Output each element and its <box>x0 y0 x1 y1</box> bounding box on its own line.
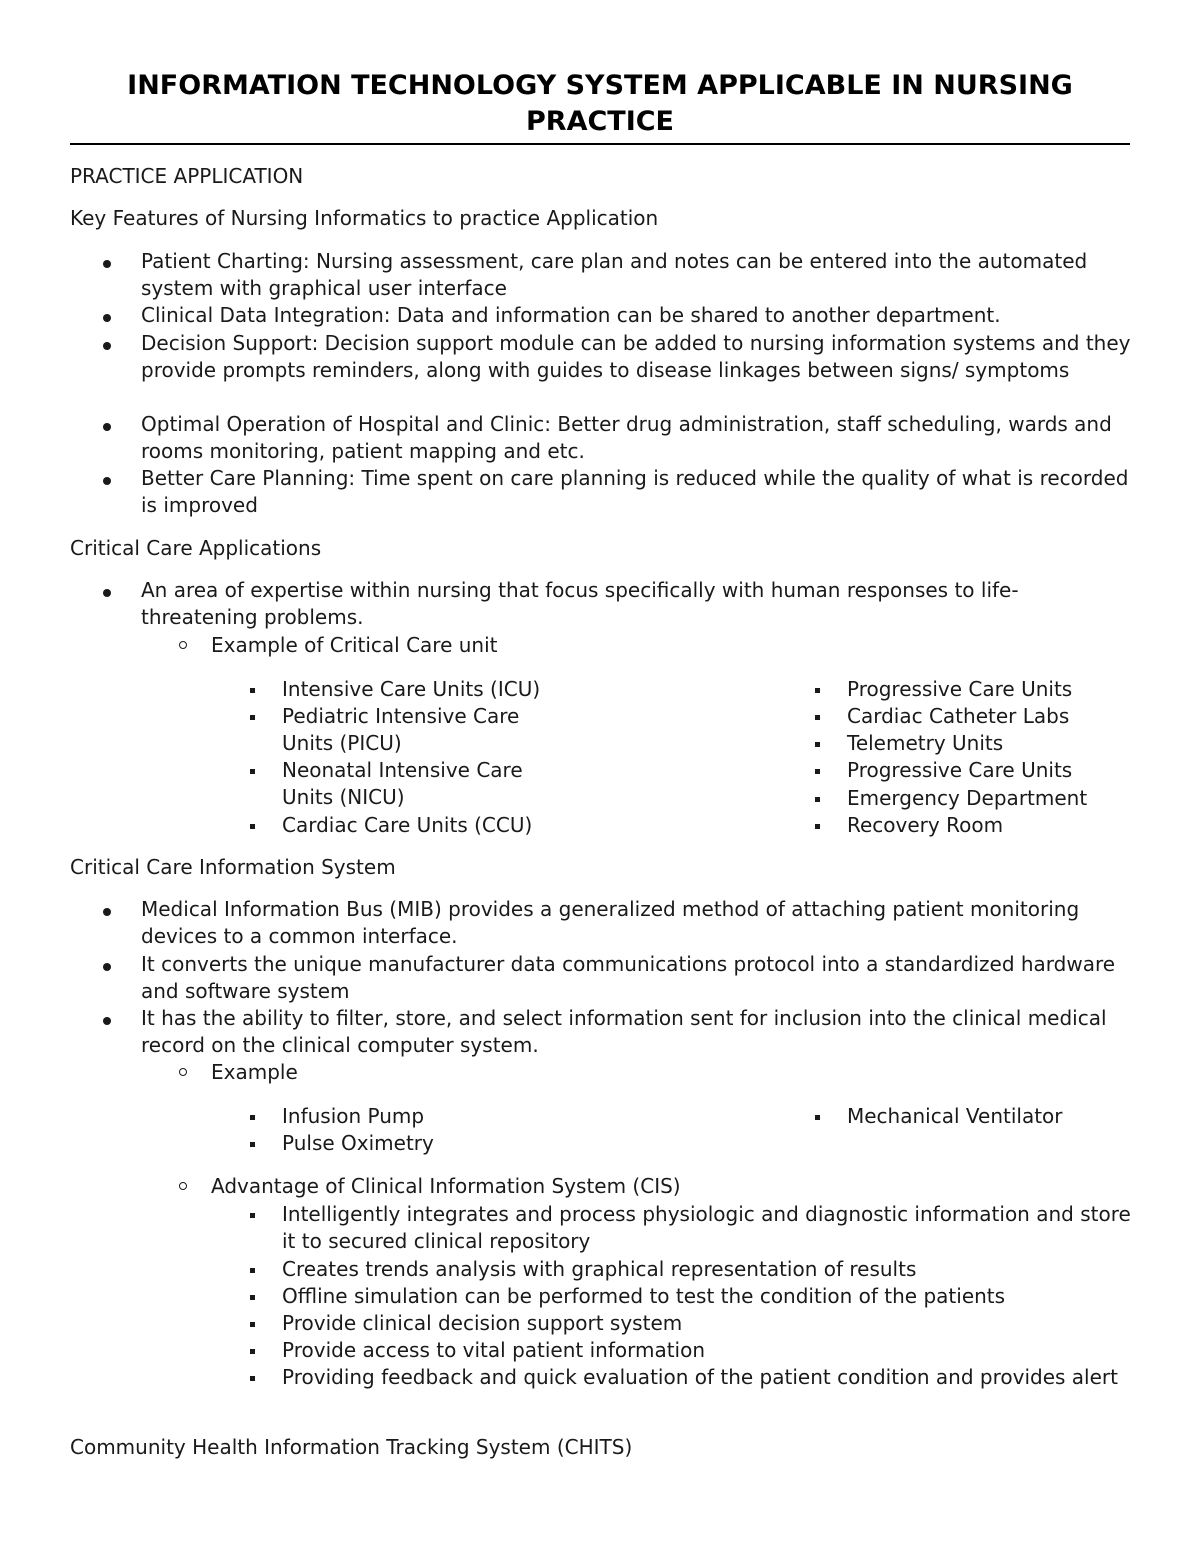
square-bullet-icon <box>250 1310 255 1337</box>
square-bullet-icon <box>250 703 255 730</box>
circle-bullet-icon <box>179 1059 187 1086</box>
square-bullet-icon <box>250 1201 255 1228</box>
list-item-key-feature: Decision Support: Decision support module can be added to nursing information systems and they provide prompts reminders, along with guides to disease linkages between signs/ symptoms <box>141 331 1131 382</box>
list-item-key-feature: Better Care Planning: Time spent on care planning is reduced while the quality of what is recorded is improved <box>141 466 1129 517</box>
bullet-icon <box>103 896 111 923</box>
ccis-example-label: Example <box>211 1060 298 1084</box>
key-features-heading: Key Features of Nursing Informatics to practice Application <box>70 206 659 230</box>
square-bullet-icon <box>250 1256 255 1283</box>
circle-bullet-icon <box>179 1173 187 1200</box>
bullet-icon <box>103 465 111 492</box>
list-item-key-feature: Patient Charting: Nursing assessment, care plan and notes can be entered into the automated system with graphical user interface <box>141 249 1088 300</box>
title-rule <box>70 143 1130 145</box>
list-item-key-feature: Clinical Data Integration: Data and information can be shared to another department. <box>141 303 1001 327</box>
list-item-cis-advantage: Provide clinical decision support system <box>282 1311 683 1335</box>
list-item-device: Pulse Oximetry <box>282 1131 434 1155</box>
square-bullet-icon <box>250 812 255 839</box>
square-bullet-icon <box>815 812 820 839</box>
list-item-care-unit: Progressive Care Units <box>847 677 1073 701</box>
list-item-device: Infusion Pump <box>282 1104 425 1128</box>
square-bullet-icon <box>250 1130 255 1157</box>
ccis-heading: Critical Care Information System <box>70 855 396 879</box>
square-bullet-icon <box>250 1103 255 1130</box>
square-bullet-icon <box>250 676 255 703</box>
list-item-cis-advantage: Provide access to vital patient information <box>282 1338 706 1362</box>
list-item-care-unit: Recovery Room <box>847 813 1004 837</box>
list-item-care-unit: Telemetry Units <box>847 731 1004 755</box>
square-bullet-icon <box>815 757 820 784</box>
bullet-icon <box>103 577 111 604</box>
list-item-cis-advantage: Providing feedback and quick evaluation of the patient condition and provides alert <box>282 1365 1118 1389</box>
list-item-care-unit: Pediatric Intensive Care Units (PICU) <box>282 704 520 755</box>
list-item-ccis: Medical Information Bus (MIB) provides a generalized method of attaching patient monitoring devices to a common interface. <box>141 897 1080 948</box>
square-bullet-icon <box>250 1283 255 1310</box>
section-heading-practice-application: PRACTICE APPLICATION <box>70 164 304 188</box>
square-bullet-icon <box>815 676 820 703</box>
square-bullet-icon <box>815 703 820 730</box>
chits-heading: Community Health Information Tracking System (CHITS) <box>70 1435 633 1459</box>
bullet-icon <box>103 1005 111 1032</box>
square-bullet-icon <box>815 1103 820 1130</box>
cis-advantage-label: Advantage of Clinical Information System (CIS) <box>211 1174 681 1198</box>
bullet-icon <box>103 411 111 438</box>
list-item-care-unit: Cardiac Care Units (CCU) <box>282 813 533 837</box>
list-item-ccis: It has the ability to filter, store, and select information sent for inclusion into the clinical medical record on the clinical computer system. <box>141 1006 1107 1057</box>
bullet-icon <box>103 302 111 329</box>
critical-care-example-label: Example of Critical Care unit <box>211 633 498 657</box>
list-item-cis-advantage: Intelligently integrates and process physiologic and diagnostic information and store it to secured clinical repository <box>282 1202 1131 1253</box>
list-item-device: Mechanical Ventilator <box>847 1104 1063 1128</box>
bullet-icon <box>103 330 111 357</box>
bullet-icon <box>103 248 111 275</box>
list-item-cis-advantage: Creates trends analysis with graphical representation of results <box>282 1257 917 1281</box>
square-bullet-icon <box>250 757 255 784</box>
square-bullet-icon <box>815 785 820 812</box>
critical-care-heading: Critical Care Applications <box>70 536 322 560</box>
list-item-cis-advantage: Offline simulation can be performed to test the condition of the patients <box>282 1284 1006 1308</box>
list-item-care-unit: Cardiac Catheter Labs <box>847 704 1070 728</box>
square-bullet-icon <box>815 730 820 757</box>
list-item-care-unit: Emergency Department <box>847 786 1088 810</box>
list-item-critical-care: An area of expertise within nursing that focus specifically with human responses to life-threatening problems. <box>141 578 1019 629</box>
bullet-icon <box>103 951 111 978</box>
list-item-care-unit: Intensive Care Units (ICU) <box>282 677 541 701</box>
list-item-ccis: It converts the unique manufacturer data communications protocol into a standardized hardware and software system <box>141 952 1116 1003</box>
square-bullet-icon <box>250 1337 255 1364</box>
list-item-key-feature: Optimal Operation of Hospital and Clinic: Better drug administration, staff scheduling, wards and rooms monitoring, patient mapping and etc. <box>141 412 1112 463</box>
document-title: INFORMATION TECHNOLOGY SYSTEM APPLICABLE IN NURSING PRACTICE <box>127 70 1073 137</box>
list-item-care-unit: Progressive Care Units <box>847 758 1073 782</box>
square-bullet-icon <box>250 1364 255 1391</box>
circle-bullet-icon <box>179 632 187 659</box>
list-item-care-unit: Neonatal Intensive Care Units (NICU) <box>282 758 523 809</box>
